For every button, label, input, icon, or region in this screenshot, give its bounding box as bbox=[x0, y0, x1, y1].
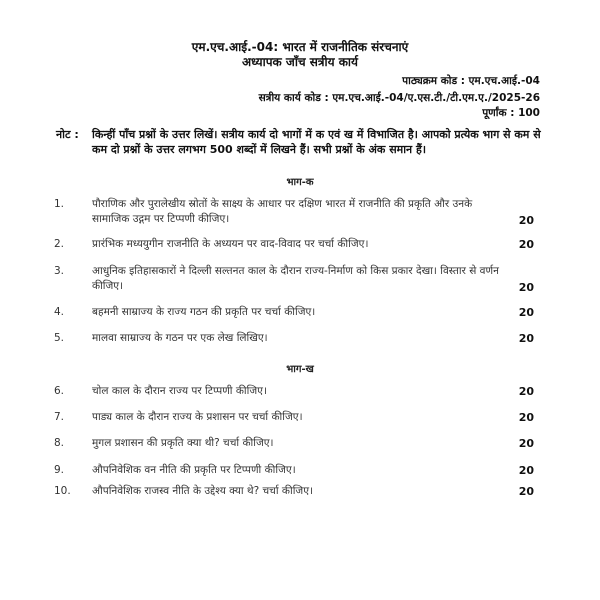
question-marks: 20 bbox=[518, 238, 534, 251]
section-heading-a: भाग-क bbox=[286, 177, 314, 188]
question-text: पाड्य काल के दौरान राज्य के प्रशासन पर चर्चा कीजिए। bbox=[92, 411, 303, 423]
question-text: औपनिवेशिक राजस्व नीति के उद्देश्य क्या थे? चर्चा कीजिए। bbox=[92, 485, 313, 497]
question-number: 7. bbox=[54, 411, 65, 423]
question-text: मुगल प्रशासन की प्रकृति क्या थी? चर्चा कीजिए। bbox=[92, 437, 274, 449]
question-marks: 20 bbox=[518, 411, 534, 424]
question-marks: 20 bbox=[518, 306, 534, 319]
question-marks: 20 bbox=[518, 464, 534, 477]
question-number: 6. bbox=[54, 385, 65, 397]
question-number: 2. bbox=[54, 238, 65, 250]
assignment-title: अध्यापक जाँच सत्रीय कार्य bbox=[241, 55, 359, 69]
question-text: प्रारंभिक मध्ययुगीन राजनीति के अध्ययन पर वाद-विवाद पर चर्चा कीजिए। bbox=[92, 238, 369, 250]
note-label: नोट : bbox=[56, 128, 79, 141]
question-marks: 20 bbox=[518, 214, 534, 227]
question-marks: 20 bbox=[518, 437, 534, 450]
question-text: मालवा साम्राज्य के गठन पर एक लेख लिखिए। bbox=[92, 332, 268, 344]
question-number: 10. bbox=[54, 485, 71, 497]
question-number: 8. bbox=[54, 437, 65, 449]
question-text: औपनिवेशिक वन नीति की प्रकृति पर टिप्पणी कीजिए। bbox=[92, 464, 296, 476]
question-text: पौराणिक और पुरालेखीय स्रोतों के साक्ष्य के आधार पर दक्षिण भारत में राजनीति की प्रकृति और उनके सामाजिक उद्गम पर टिप्पणी कीजिए। bbox=[92, 198, 473, 225]
question-marks: 20 bbox=[518, 485, 534, 498]
question-number: 3. bbox=[54, 265, 65, 277]
question-marks: 20 bbox=[518, 281, 534, 294]
note-text: किन्हीं पाँच प्रश्नों के उत्तर लिखें। सत्रीय कार्य दो भागों में क एवं ख में विभाजित है। आपको प्रत्येक भाग से कम से कम दो प्रश्नों के उत्तर लगभग 500 शब्दों में लिखने हैं। सभी प्रश्नों के अंक समान हैं। bbox=[92, 128, 541, 156]
course-code: पाठ्यक्रम कोड : एम.एच.आई.-04 bbox=[402, 75, 540, 87]
question-text: चोल काल के दौरान राज्य पर टिप्पणी कीजिए। bbox=[92, 385, 267, 397]
question-marks: 20 bbox=[518, 332, 534, 345]
question-number: 9. bbox=[54, 464, 65, 476]
question-number: 5. bbox=[54, 332, 65, 344]
question-text: बहमनी साम्राज्य के राज्य गठन की प्रकृति पर चर्चा कीजिए। bbox=[92, 306, 316, 318]
assignment-code: सत्रीय कार्य कोड : एम.एच.आई.-04/ए.एस.टी./टी.एम.ए./2025-26 bbox=[258, 92, 540, 104]
question-marks: 20 bbox=[518, 385, 534, 398]
section-heading-b: भाग-ख bbox=[286, 364, 314, 375]
max-marks: पूर्णांक : 100 bbox=[482, 107, 540, 119]
question-text: आधुनिक इतिहासकारों ने दिल्ली सल्तनत काल के दौरान राज्य-निर्माण को किस प्रकार देखा। विस्तार से वर्णन कीजिए। bbox=[92, 265, 499, 292]
question-number: 1. bbox=[54, 198, 65, 210]
question-number: 4. bbox=[54, 306, 65, 318]
course-title: एम.एच.आई.-04: भारत में राजनीतिक संरचनाएं bbox=[191, 40, 409, 54]
